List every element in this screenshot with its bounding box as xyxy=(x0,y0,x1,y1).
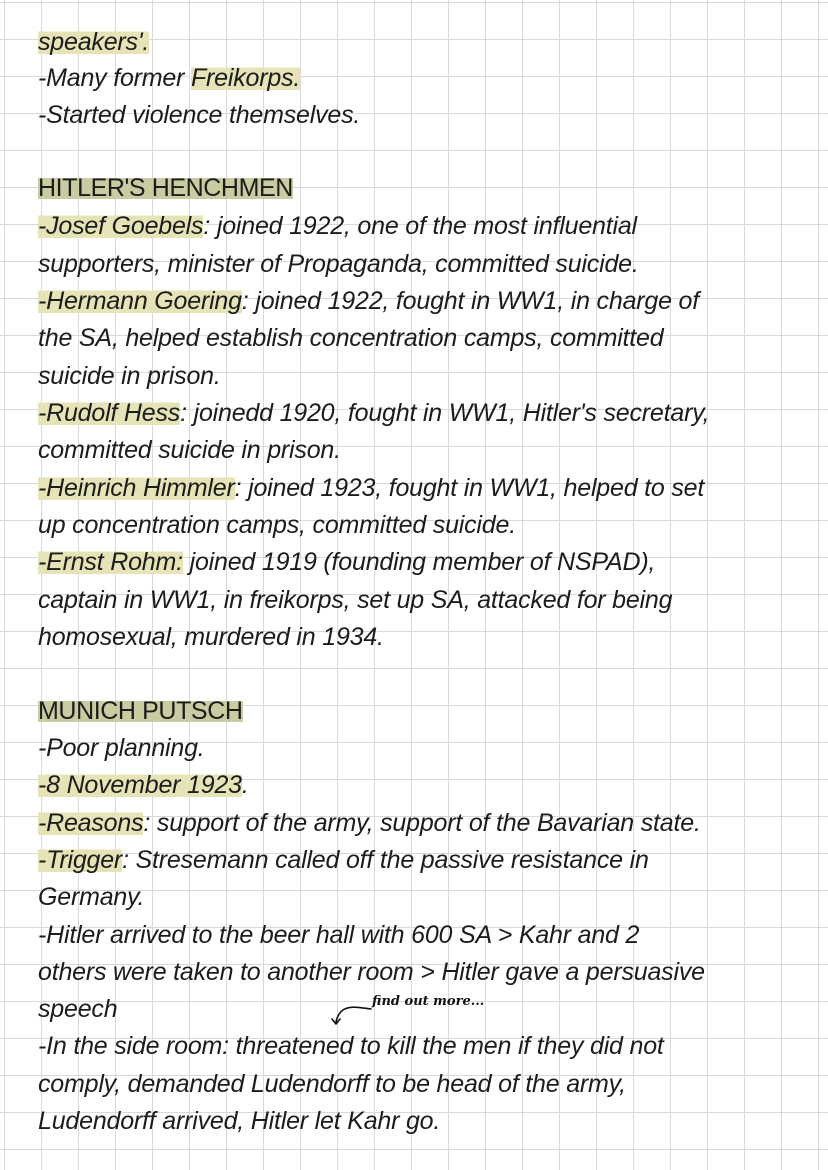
note-line: supporters, minister of Propaganda, committed suicide. xyxy=(38,250,639,278)
heading-highlight: MUNICH PUTSCH xyxy=(38,697,243,725)
note-line: comply, demanded Ludendorff to be head of the army, xyxy=(38,1070,626,1098)
highlight: -Ernst Rohm: xyxy=(38,548,183,576)
note-line: up concentration camps, committed suicide. xyxy=(38,511,516,539)
note-line: -Heinrich Himmler: joined 1923, fought in WW1, helped to set xyxy=(38,474,705,502)
highlight: -Trigger xyxy=(38,846,123,874)
note-line: Ludendorff arrived, Hitler let Kahr go. xyxy=(38,1107,441,1135)
highlight: -Rudolf Hess xyxy=(38,399,181,427)
note-line: -8 November 1923. xyxy=(38,771,249,799)
note-line: others were taken to another room > Hitler gave a persuasive xyxy=(38,958,705,986)
note-line: Germany. xyxy=(38,883,145,911)
note-line: -Hermann Goering: joined 1922, fought in WW1, in charge of xyxy=(38,287,699,315)
note-line: suicide in prison. xyxy=(38,362,221,390)
note-line: -Josef Goebels: joined 1922, one of the most influential xyxy=(38,212,637,240)
highlight: -Reasons xyxy=(38,809,144,837)
handwritten-note: find out more... xyxy=(372,994,485,1009)
note-line: -Rudolf Hess: joinedd 1920, fought in WW1, Hitler's secretary, xyxy=(38,399,710,427)
highlight: -Heinrich Himmler xyxy=(38,474,235,502)
highlight: -Hermann Goering xyxy=(38,287,242,315)
note-line: -Started violence themselves. xyxy=(38,101,361,129)
note-line: -Poor planning. xyxy=(38,734,205,762)
note-line: -Many former Freikorps. xyxy=(38,64,301,92)
note-line: the SA, helped establish concentration camps, committed xyxy=(38,324,664,352)
note-line: -Hitler arrived to the beer hall with 600 SA > Kahr and 2 xyxy=(38,921,640,949)
heading-highlight: HITLER'S HENCHMEN xyxy=(38,174,293,202)
note-line: -In the side room: threatened to kill the men if they did not xyxy=(38,1032,664,1060)
section-heading xyxy=(38,170,808,207)
note-line: -Reasons: support of the army, support of the Bavarian state. xyxy=(38,809,701,837)
arrow-icon xyxy=(325,1000,373,1030)
highlight: -8 November 1923 xyxy=(38,771,242,799)
highlight: Freikorps. xyxy=(190,64,301,92)
note-line: homosexual, murdered in 1934. xyxy=(38,623,384,651)
note-line: captain in WW1, in freikorps, set up SA, attacked for being xyxy=(38,586,673,614)
note-line: -Trigger: Stresemann called off the passive resistance in xyxy=(38,846,649,874)
note-line: speech xyxy=(38,995,118,1023)
highlight: speakers'. xyxy=(38,28,150,56)
note-line: committed suicide in prison. xyxy=(38,436,341,464)
note-line xyxy=(38,24,808,61)
highlight: -Josef Goebels xyxy=(38,212,204,240)
note-line: -Ernst Rohm: joined 1919 (founding member of NSPAD), xyxy=(38,548,656,576)
section-heading xyxy=(38,693,808,730)
